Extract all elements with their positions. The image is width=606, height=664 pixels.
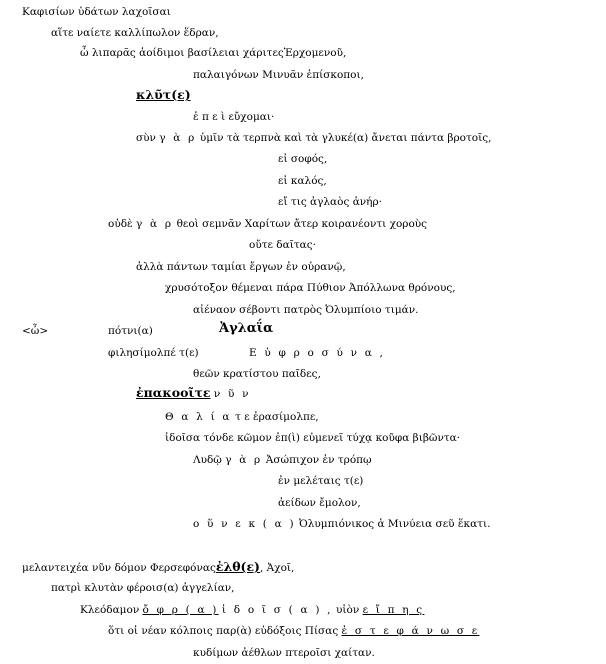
poem-line-21: ἰδοῖσα τόνδε κῶμον ἐπ(ὶ) εὐμενεῖ τύχᾳ κοῦφα βιβῶντα· (165, 432, 461, 444)
poem-line-11 (108, 217, 427, 231)
poem-line-22 (193, 453, 372, 467)
poem-line-29 (108, 624, 479, 638)
poem-line-25-a: ο ὕ ν ε κ ( α ) (193, 518, 296, 530)
poem-line-22-a: Λυδῷ (193, 454, 222, 466)
poem-line-19-b: ν ῦ ν (213, 388, 251, 400)
poem-line-30: κυδίμων ἀέθλων πτεροῖσι χαίταν. (193, 647, 375, 659)
poem-line-28-b: ὄ φ ρ ( α ) (142, 604, 219, 616)
poem-line-12: οὔτε δαῖτας· (249, 239, 316, 251)
poem-line-28 (80, 603, 424, 617)
poem-line-1: Καφισίων ὑδάτων λαχοῖσαι (22, 6, 171, 18)
poem-line-20 (165, 410, 319, 424)
poem-line-26-c: , Ἀχοῖ, (259, 562, 295, 574)
poem-line-5-emphasis: κλῦτ(ε) (136, 87, 191, 102)
poem-line-28-d: υἱὸν (336, 604, 360, 616)
poem-line-26-a: μελαντειχέα νῦν δόμον Φερσεφόνας (22, 562, 216, 574)
poem-line-20-b: τ ε ἐρασίμολπε, (235, 411, 319, 423)
poem-line-16-name: Ἀγλαΐα (219, 321, 274, 336)
poem-line-7 (136, 131, 491, 145)
poem-line-20-name: Θ α λ ί α (165, 411, 232, 423)
poem-line-17-a: φιλησίμολπέ τ(ε) (108, 347, 199, 359)
poem-line-10: εἴ τις ἀγλαὸς ἀνήρ· (278, 196, 382, 208)
poem-line-25 (193, 517, 490, 531)
poem-line-18: θεῶν κρατίστου παῖδες, (193, 368, 321, 380)
poem-line-24: ἀείδων ἔμολον, (278, 497, 361, 509)
poem-line-28-a: Κλεόδαμον (80, 604, 140, 616)
poem-line-23: ἐν μελέταις τ(ε) (278, 475, 364, 487)
poem-line-27: πατρὶ κλυτὰν φέροισ(α) ἀγγελίαν, (51, 582, 235, 594)
poem-line-8: εἰ σοφός, (278, 153, 328, 165)
poem-line-19 (136, 386, 251, 401)
poem-line-29-a: ὅτι οἱ νέαν κόλποις παρ(ὰ) εὐδόξοις Πίσας (108, 625, 339, 637)
poem-line-28-c: ἰ δ ο ῖ σ ( α ) , (221, 604, 333, 616)
poem-line-2: αἵτε ναίετε καλλίπωλον ἕδραν, (51, 27, 219, 39)
poem-line-16-marker: <ὦ> (22, 325, 49, 337)
poem-line-17-name: Ε ὐ φ ρ ο σ ύ ν α , (249, 347, 386, 359)
poem-line-29-b: ἐ σ τ ε φ ά ν ω σ ε (341, 625, 480, 637)
poem-line-22-particle: γ ὰ ρ (225, 454, 263, 466)
poem-line-25-b: Ὀλυμπιόνικος ἁ Μινύεια σεῦ ἕκατι. (299, 518, 491, 530)
poem-line-19-emphasis: ἐπακοοῖτε (136, 385, 211, 400)
poem-line-9: εἰ καλός, (278, 175, 327, 187)
poem-line-26-emphasis: ἐλθ(ε) (215, 559, 260, 574)
poem-line-28-e: ε ἴ π η ς (362, 604, 425, 616)
poem-line-11-a: οὐδὲ (108, 218, 133, 230)
poem-line-26 (22, 560, 294, 575)
poem-line-14: χρυσότοξον θέμεναι πάρα Πύθιον Ἀπόλλωνα θρόνους, (165, 282, 456, 294)
poem-line-3: ὦ λιπαρᾶς ἀοίδιμοι βασίλειαι χάριτεςἘρχομενοῦ, (80, 47, 347, 59)
poem-line-7-particle: γ ὰ ρ (159, 132, 197, 144)
poem-line-6: ἐ π ε ὶ εὔχομαι· (193, 111, 275, 123)
poem-line-11-particle: γ ὰ ρ (136, 218, 174, 230)
poem-line-4: παλαιγόνων Μινυᾶν ἐπίσκοποι, (193, 69, 364, 81)
poem-line-7-a: σὺν (136, 132, 156, 144)
poem-line-16-b: πότνι(α) (108, 325, 153, 337)
poem-line-22-c: Ἀσώπιχον ἐν τρόπῳ (265, 454, 372, 466)
poem-line-15: αἰέναον σέβοντι πατρὸς Ὀλυμπίοιο τιμάν. (193, 304, 419, 316)
poem-line-13: ἀλλὰ πάντων ταμίαι ἔργων ἐν οὐρανῷ, (136, 261, 346, 273)
poem-line-11-c: θεοὶ σεμνᾶν Χαρίτων ἄτερ κοιρανέοντι χοροὺς (176, 218, 428, 230)
poem-line-7-c: ὑμῖν τὰ τερπνὰ καὶ τὰ γλυκέ(α) ἄνεται πάντα βροτοῖς, (199, 132, 492, 144)
